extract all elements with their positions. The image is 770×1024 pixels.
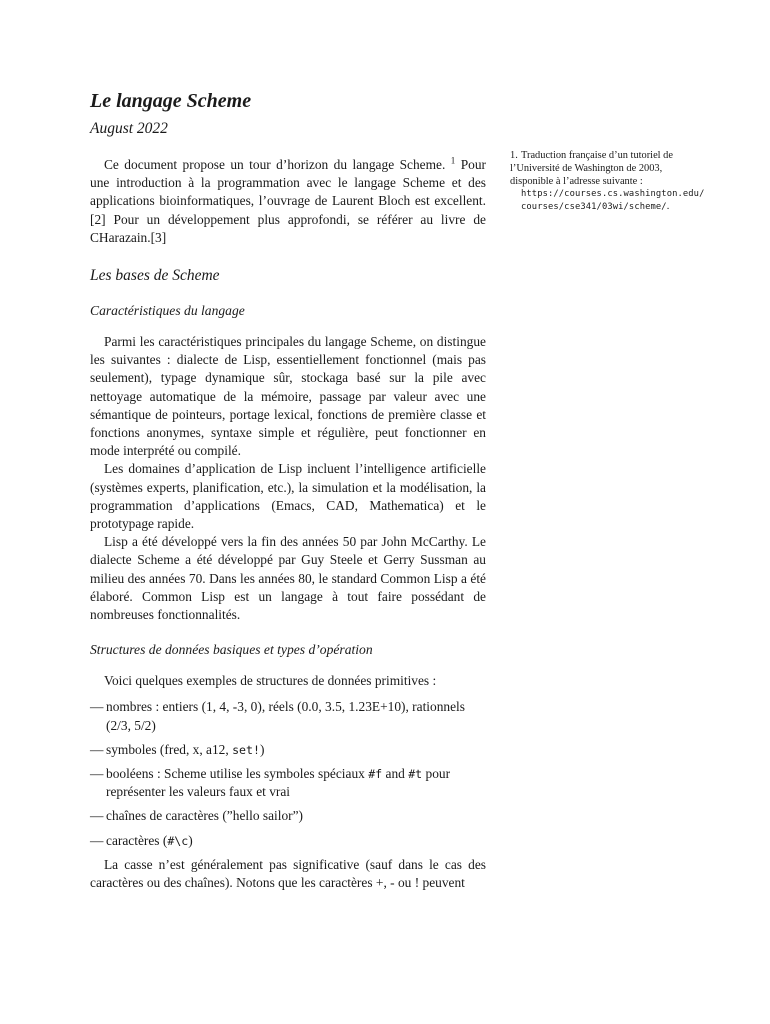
data-structures-list bbox=[90, 698, 486, 849]
dash-bullet: — bbox=[90, 699, 104, 715]
footnote-number: 1. bbox=[510, 150, 518, 161]
subsection-heading-characteristics: Caractéristiques du langage bbox=[90, 303, 245, 319]
dash-bullet: — bbox=[90, 766, 104, 782]
dash-bullet: — bbox=[90, 808, 104, 824]
list-item bbox=[90, 765, 486, 801]
margin-footnote bbox=[510, 150, 705, 214]
list-item-text: symboles (fred, x, a12, bbox=[106, 741, 233, 757]
list-item-text: booléens : Scheme utilise les symboles spéciaux bbox=[106, 766, 369, 782]
list-item-text: chaînes de caractères (”hello sailor”) bbox=[106, 808, 304, 824]
paragraph-case: La casse n’est généralement pas significative (sauf dans le cas des caractères ou des chaînes). Notons que les caractères +, - ou ! peuvent bbox=[90, 856, 486, 891]
list-item-text: nombres : entiers (1, 4, -3, 0), réels (0.0, 3.5, 1.23E+10), rationnels (2/3, 5/2) bbox=[106, 699, 465, 733]
list-item-text: and bbox=[382, 766, 409, 782]
footnote-url-part1[interactable]: https://courses.cs.washington.edu/ bbox=[521, 189, 705, 200]
intro-paragraph bbox=[90, 156, 486, 247]
paragraph-history: Lisp a été développé vers la fin des années 50 par John McCarthy. Le dialecte Scheme a été développé par Guy Steele et Gerry Sussman au milieu des années 70. Dans les années 80, le standard Common Lisp a été élaboré. Common Lisp est un langage à tout faire possédant de nombreuses fonctionnalités. bbox=[90, 534, 486, 623]
document-date: August 2022 bbox=[90, 120, 168, 137]
intro-text-2: Pour une introduction à la programmation avec le langage Scheme et des applications bioinformatiques, l’ouvrage de Laurent Bloch est excellent.[2] Pour un développement plus approfondi, se référer au livre de CHarazain.[3] bbox=[90, 157, 486, 245]
list-item-text: pour représenter les valeurs faux et vrai bbox=[106, 766, 451, 800]
footnote-body bbox=[510, 150, 690, 188]
paragraph-lead: Voici quelques exemples de structures de données primitives : bbox=[104, 673, 437, 689]
footnote-text: Traduction française d’un tutoriel de l’Université de Washington de 2003, disponible à l’adresse suivante : bbox=[510, 150, 673, 187]
intro-text: Ce document propose un tour d’horizon du langage Scheme. bbox=[104, 157, 446, 172]
subsection-heading-data-structures: Structures de données basiques et types d’opération bbox=[90, 642, 373, 658]
list-item bbox=[90, 698, 486, 734]
footnote-ref[interactable]: 1 bbox=[450, 155, 456, 166]
document-title: Le langage Scheme bbox=[90, 90, 252, 112]
dash-bullet: — bbox=[90, 741, 104, 757]
list-item-text: ) bbox=[260, 741, 265, 757]
section-heading: Les bases de Scheme bbox=[90, 267, 220, 285]
footnote-url-part2[interactable]: courses/cse341/03wi/scheme/ bbox=[521, 202, 667, 213]
code-false: #f bbox=[368, 767, 383, 782]
footnote-url-end: . bbox=[666, 201, 670, 213]
main-column bbox=[90, 88, 486, 892]
list-item bbox=[90, 832, 486, 850]
paragraph-domains: Les domaines d’application de Lisp incluent l’intelligence artificielle (systèmes experts, planification, etc.), la simulation et la modélisation, la programmation d’applications (Emacs, CAD, Mathematica) et le prototypage rapide. bbox=[90, 461, 486, 532]
list-item-text: ) bbox=[188, 832, 193, 848]
code-true: #t bbox=[408, 767, 423, 782]
list-item-text: caractères ( bbox=[106, 832, 168, 848]
paragraph-characteristics: Parmi les caractéristiques principales du langage Scheme, on distingue les suivantes : dialecte de Lisp, essentiellement fonctionnel (mais pas seulement), typage dynamique sûr, stockaga basé sur la pile avec nettoyage automatique de la mémoire, passage par valeur avec une sémantique de pointeurs, portage lexical, fonctions de première classe et fonctions anonymes, syntaxe simple et régulière, peut fonctionner en mode interprété ou compilé. bbox=[90, 334, 486, 459]
code-set: set! bbox=[232, 742, 260, 757]
code-char: #\c bbox=[167, 833, 189, 848]
footnote-url[interactable] bbox=[510, 188, 705, 214]
list-item bbox=[90, 741, 486, 759]
dash-bullet: — bbox=[90, 832, 104, 848]
list-item bbox=[90, 807, 486, 825]
